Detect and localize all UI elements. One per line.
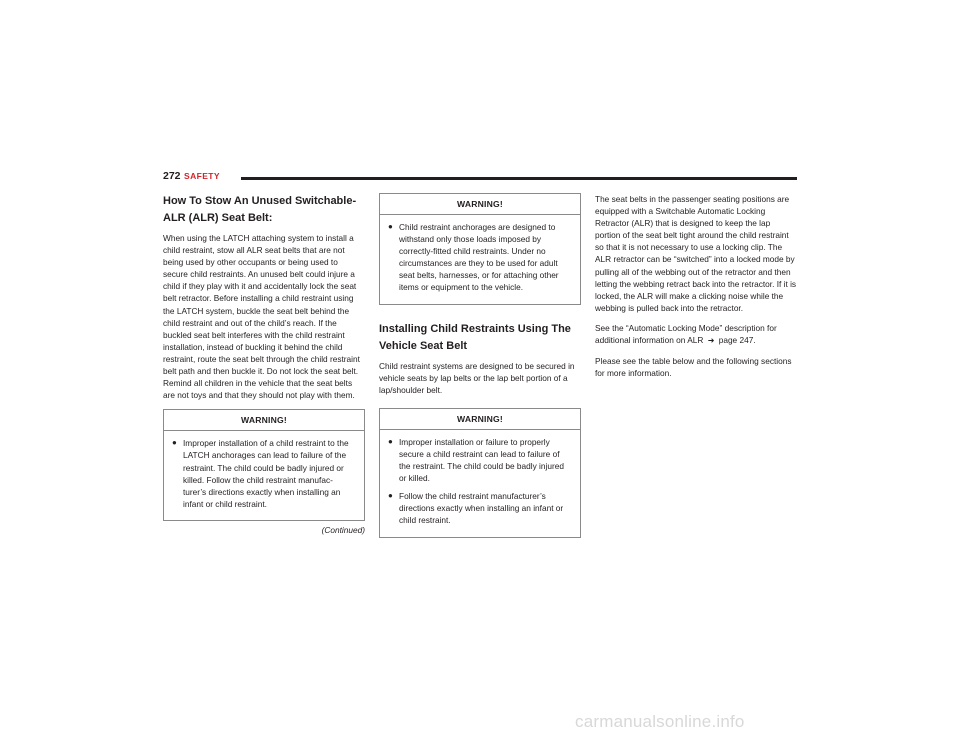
see-also-text: See the “Automatic Locking Mode” description for additional information on ALR: [595, 322, 777, 346]
page-number: 272: [163, 170, 181, 182]
section-heading-stow-alr: How To Stow An Unused Switchable-ALR (ALR) Seat Belt:: [163, 195, 357, 224]
warning-item: [172, 437, 356, 510]
column-middle: [379, 193, 581, 544]
bullet-icon: ●: [172, 438, 177, 448]
see-table-paragraph: Please see the table below and the following sections for more information.: [595, 356, 792, 379]
warning-item-text: Improper installation or failure to properly secure a child restraint can lead to failure of the restraint. The child could be badly injured or killed.: [399, 436, 564, 484]
bullet-icon: ●: [388, 491, 393, 501]
warning-box-installation: [379, 408, 581, 538]
page-reference-link[interactable]: page 247.: [718, 335, 756, 346]
warning-item: [388, 221, 572, 294]
warning-item: [388, 490, 572, 526]
column-left: [163, 193, 365, 535]
warning-item-text: Follow the child restraint manufacturer’s directions exactly when installing an infant or child restraint.: [399, 491, 564, 526]
bullet-icon: ●: [388, 436, 393, 446]
continued-label: (Continued): [321, 524, 365, 535]
warning-item-text: Improper installation of a child restraint to the LATCH anchorages can lead to failure of the restraint. The child could be badly injured or killed. Follow the child restraint manufac-turer’s directions exactly when installing an infant or child restraint.: [183, 438, 349, 509]
watermark-text: carmanualsonline.info: [575, 712, 745, 731]
installing-paragraph: Child restraint systems are designed to be secured in vehicle seats by lap belts or the lap belt portion of a lap/shoulder belt.: [379, 360, 575, 395]
warning-title: WARNING!: [380, 409, 580, 430]
section-title: SAFETY: [184, 171, 220, 181]
warning-item: [388, 436, 572, 484]
bullet-icon: ●: [388, 222, 393, 231]
see-also-paragraph: [595, 322, 797, 347]
section-heading-installing-seat-belt: Installing Child Restraints Using The Vehicle Seat Belt: [379, 322, 571, 352]
page-header: [163, 170, 797, 186]
page-reference-arrow-icon: ➜: [707, 336, 715, 346]
alr-description-paragraph: The seat belts in the passenger seating positions are equipped with a Switchable Automatic Locking Retractor (ALR) that is designed to keep the lap portion of the seat belt tight around the child restraint so that it is not necessary to use a locking clip. The ALR retractor can be “switched” into a locked mode by pulling all of the webbing out of the retractor and then letting the webbing retract back into the retractor. If it is locked, the ALR will make a clicking noise while the webbing is pulled back into the retractor.: [595, 194, 797, 313]
stow-alr-paragraph: When using the LATCH attaching system to install a child restraint, stow all ALR seat belts that are not being used by other occupants or being used to secure child restraints. An unused belt could injure a child if they play with it and accidentally lock the seat belt retractor. Before installing a child restraint using the LATCH system, buckle the seat belt behind the child restraint and out of the child’s reach. If the buckled seat belt interferes with the child restraint installation, instead of buckling it behind the child restraint, route the seat belt through the child restraint belt path and then buckle it. Do not lock the seat belt. Remind all children in the vehicle that the seat belts are not toys and that they should not play with them.: [163, 233, 360, 401]
header-rule: [241, 177, 797, 180]
warning-item-text: Child restraint anchorages are designed to withstand only those loads imposed by correctly-fitted child restraints. Under no circumstances are they to be used for adult seat belts, harnesses, or for attaching other items or equipment to the vehicle.: [399, 222, 559, 293]
column-right: [595, 193, 797, 387]
warning-title: WARNING!: [164, 410, 364, 431]
warning-title: WARNING!: [380, 194, 580, 215]
warning-box-anchorages: [379, 193, 581, 305]
warning-box-latch: [163, 409, 365, 521]
